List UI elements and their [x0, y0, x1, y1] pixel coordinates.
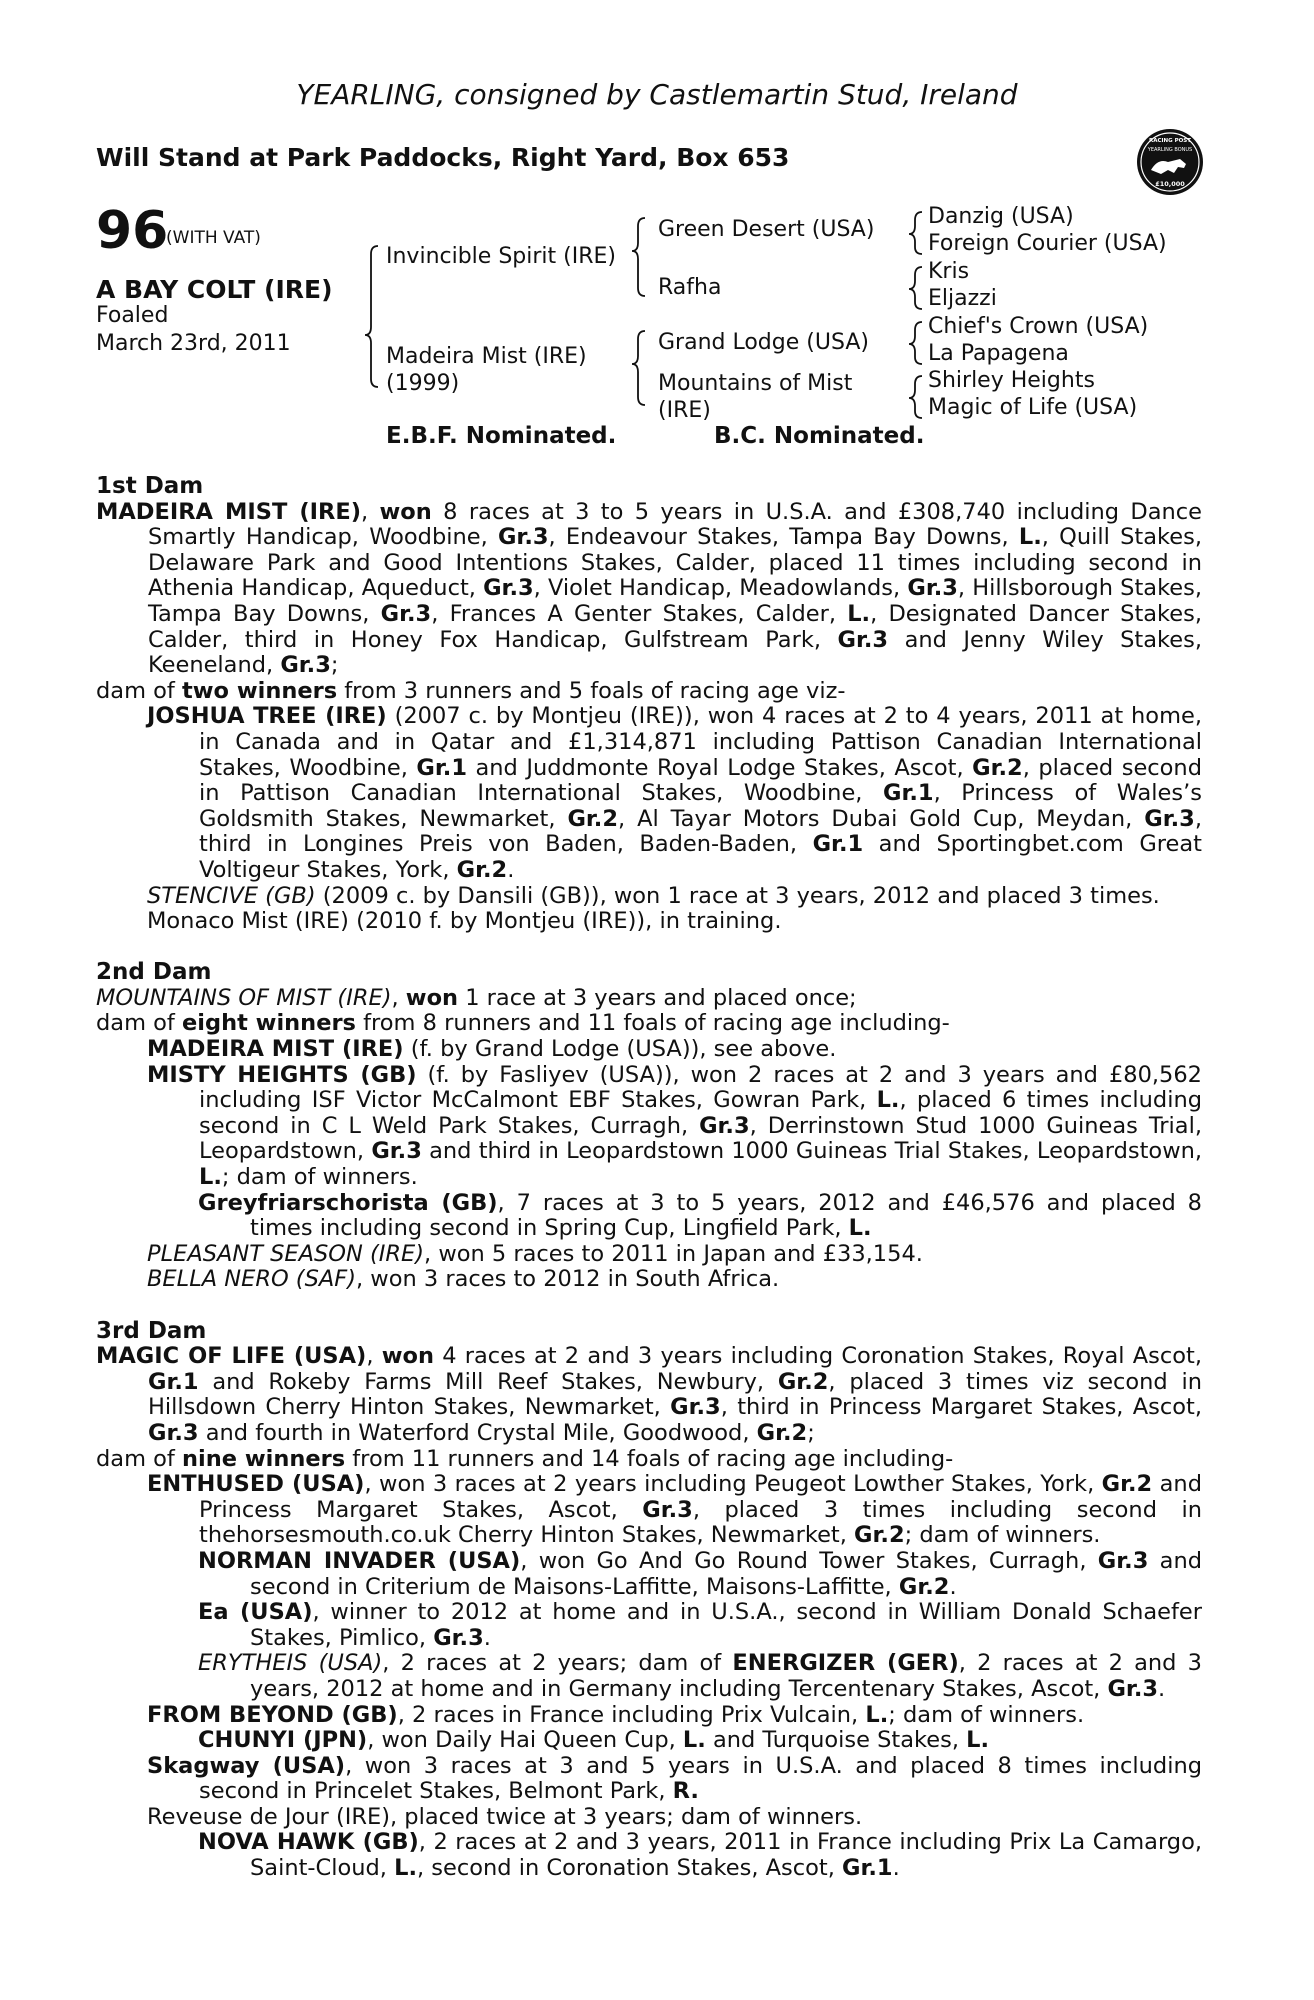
text-run: , won 5 races to 2011 in Japan and £33,154. — [424, 1240, 923, 1267]
bold-text: Gr.2 — [777, 1368, 829, 1395]
pedigree-sdd: Eljazzi — [928, 286, 997, 311]
text-run: (2009 c. by Dansili (GB)), won 1 race at 3 years, 2012 and placed 3 times. — [315, 882, 1160, 909]
bold-text: FROM BEYOND (GB) — [147, 1701, 398, 1728]
pedigree-sire-dam: Rafha — [658, 275, 722, 300]
text-run: , 2 races in France including Prix Vulcain, — [397, 1701, 866, 1728]
text-run: and Princess Margaret Stakes, Ascot, — [199, 1471, 1202, 1523]
text-run: , won 3 races at 3 and 5 years in U.S.A. and placed 8 times including second in Princelet Stakes, Belmont Park, — [199, 1752, 1202, 1805]
page-title: YEARLING, consigned by Castlemartin Stud, Ireland — [296, 78, 1018, 111]
text-run: dam of — [96, 1010, 182, 1037]
bold-text: Gr.3 — [371, 1138, 422, 1165]
pedigree-entry — [96, 1037, 1202, 1063]
bold-text: Gr.3 — [1144, 805, 1195, 832]
text-run: Reveuse de Jour (IRE), placed twice at 3 years; dam of winners. — [147, 1803, 863, 1830]
pedigree-sire-sire: Green Desert (USA) — [658, 217, 875, 242]
bold-text: won — [379, 498, 432, 525]
produce-summary — [96, 1447, 1202, 1473]
bold-text: Gr.1 — [883, 780, 934, 807]
pedigree-entry — [96, 704, 1202, 883]
text-run: 8 races at 3 to 5 years in U.S.A. and £308,740 including Dance Smartly Handicap, Woodbine, — [148, 498, 1202, 551]
pedigree-entry — [96, 1728, 1202, 1754]
bold-text: Gr.3 — [280, 652, 331, 679]
bold-text: NOVA HAWK (GB) — [198, 1829, 419, 1856]
bold-text: MISTY HEIGHTS (GB) — [147, 1061, 417, 1088]
text-run: ; dam of winners. — [904, 1522, 1101, 1549]
pedigree-bracket-dd — [909, 376, 922, 418]
bold-text: L. — [876, 1087, 900, 1114]
bold-text: Gr.1 — [812, 831, 864, 858]
text-run: , Designated Dancer Stakes, Calder, third in Honey Fox Handicap, Gulfstream Park, — [148, 600, 1203, 653]
bold-text: nine winners — [181, 1445, 346, 1472]
bold-text: Ea (USA) — [198, 1599, 313, 1626]
family-record — [96, 474, 1202, 1882]
badge-mid-text: YEARLING BONUS — [1147, 147, 1193, 153]
pedigree-entry — [96, 1267, 1202, 1293]
pedigree-sds: Kris — [928, 259, 970, 284]
foaled-label: Foaled — [96, 303, 169, 328]
text-run: 1 race at 3 years and placed once; — [458, 984, 857, 1011]
bold-text: eight winners — [181, 1010, 356, 1037]
bold-text: Gr.3 — [837, 626, 889, 653]
bold-text: Skagway (USA) — [147, 1752, 346, 1779]
text-run: . — [483, 1624, 491, 1651]
section-heading: 3rd Dam — [96, 1317, 207, 1344]
section-heading: 2nd Dam — [96, 959, 212, 986]
text-run: 4 races at 2 and 3 years including Coronation Stakes, Royal Ascot, — [433, 1343, 1202, 1370]
text-run: ; — [807, 1419, 815, 1446]
produce-summary — [96, 679, 1202, 705]
text-run: . — [1158, 1675, 1166, 1702]
text-run: from 8 runners and 11 foals of racing age including- — [355, 1010, 950, 1037]
bold-text: Gr.3 — [1107, 1675, 1159, 1702]
text-run: , placed 6 times including second in C L Weld Park Stakes, Curragh, — [199, 1087, 1202, 1139]
lot-name: A BAY COLT (IRE) — [96, 275, 333, 304]
pedigree-entry — [96, 1472, 1202, 1549]
text-run: , won Go And Go Round Tower Stakes, Curragh, — [520, 1547, 1098, 1574]
stand-location: Will Stand at Park Paddocks, Right Yard, Box 653 — [96, 143, 790, 172]
text-run: (f. by Fasliyev (USA)), won 2 races at 2 and 3 years and £80,562 including ISF Victor McCalmont EBF Stakes, Gowran Park, — [199, 1061, 1202, 1114]
bold-text: Gr.3 — [497, 524, 549, 551]
pedigree-dam-dam: Mountains of Mist — [658, 371, 853, 396]
text-run: dam of — [96, 1445, 182, 1472]
bold-text: Gr.3 — [642, 1496, 693, 1523]
text-run: , 2 races at 2 and 3 years, 2011 in France including Prix La Camargo, Saint-Cloud, — [250, 1829, 1202, 1882]
text-run: , Frances A Genter Stakes, Calder, — [431, 600, 848, 627]
text-run: , Quill Stakes, Delaware Park and Good Intentions Stakes, Calder, placed 11 times including second in Athenia Handicap, Aqueduct, — [148, 524, 1202, 602]
text-run: , placed second in Pattison Canadian International Stakes, Woodbine, — [199, 754, 1202, 807]
produce-summary — [96, 1011, 1202, 1037]
text-run: , 7 races at 3 to 5 years, 2012 and £46,576 and placed 8 times including second in Spring Cup, Lingfield Park, — [250, 1189, 1202, 1242]
text-run: , Hillsborough Stakes, Tampa Bay Downs, — [148, 575, 1203, 627]
pedigree-entry — [96, 986, 1202, 1012]
bold-text: L. — [848, 1215, 872, 1242]
text-run: dam of — [96, 677, 182, 704]
bold-text: L. — [966, 1727, 990, 1754]
pedigree-entry — [96, 1830, 1202, 1881]
bold-text: Gr.3 — [907, 575, 958, 602]
pedigree-ssd: Foreign Courier (USA) — [928, 231, 1167, 256]
bold-text: ENERGIZER (GER) — [732, 1650, 959, 1677]
bold-text: ENTHUSED (USA) — [147, 1471, 365, 1498]
text-run: , 2 races at 2 and 3 years, 2012 at home and in Germany including Tercentenary Stakes, Ascot, — [250, 1650, 1202, 1702]
pedigree-entry — [96, 1191, 1202, 1242]
text-run: and Juddmonte Royal Lodge Stakes, Ascot, — [466, 754, 973, 781]
pedigree-bracket-ds — [909, 322, 922, 364]
section-heading: 1st Dam — [96, 473, 204, 499]
lot-number: 96 — [96, 201, 169, 261]
text-run: and Rokeby Farms Mill Reef Stakes, Newbury, — [198, 1368, 778, 1395]
bold-text: Gr.3 — [699, 1112, 750, 1139]
bold-text: Gr.1 — [148, 1368, 199, 1395]
bold-text: Gr.1 — [842, 1855, 893, 1882]
bold-text: Gr.2 — [972, 754, 1023, 781]
text-run: and Turquoise Stakes, — [705, 1727, 967, 1754]
pedigree-entry — [96, 884, 1202, 910]
text-run: , Derrinstown Stud 1000 Guineas Trial, Leopardstown, — [199, 1112, 1202, 1165]
bold-text: NORMAN INVADER (USA) — [198, 1547, 521, 1574]
text-run: ; dam of winners. — [221, 1164, 418, 1191]
pedigree-entry — [96, 1703, 1202, 1729]
bold-text: Gr.2 — [456, 856, 508, 883]
text-run: and fourth in Waterford Crystal Mile, Goodwood, — [198, 1419, 757, 1446]
bold-text: Gr.3 — [483, 575, 534, 602]
text-run: Monaco Mist (IRE) (2010 f. by Montjeu (IRE)), in training. — [147, 908, 782, 935]
text-run: , placed 3 times viz second in Hillsdown Cherry Hinton Stakes, Newmarket, — [148, 1368, 1202, 1421]
bold-text: Gr.1 — [416, 754, 467, 781]
bold-text: won — [405, 984, 459, 1011]
badge-bottom-text: £10,000 — [1155, 180, 1185, 188]
text-run: , won 3 races to 2012 in South Africa. — [355, 1266, 780, 1293]
bold-text: MADEIRA MIST (IRE) — [96, 498, 361, 525]
pedigree-entry — [96, 1344, 1202, 1446]
text-run: from 11 runners and 14 foals of racing age including- — [345, 1445, 954, 1472]
pedigree-entry — [96, 909, 1202, 935]
italic-text: STENCIVE (GB) — [147, 882, 316, 909]
text-run: ; — [330, 652, 339, 679]
pedigree-entry — [96, 500, 1202, 679]
italic-text: ERYTHEIS (USA) — [198, 1650, 383, 1677]
bold-text: Greyfriarschorista (GB) — [198, 1189, 498, 1216]
badge-top-text: RACING POST — [1148, 138, 1192, 144]
bold-text: MADEIRA MIST (IRE) — [147, 1036, 404, 1063]
pedigree-ddd: Magic of Life (USA) — [928, 395, 1138, 420]
section-spacer — [96, 935, 1202, 961]
text-run: , Princess of Wales’s Goldsmith Stakes, Newmarket, — [199, 780, 1202, 832]
bold-text: won — [381, 1343, 434, 1370]
text-run: , won Daily Hai Queen Cup, — [367, 1727, 683, 1754]
pedigree-entry — [96, 1651, 1202, 1702]
text-run: from 3 runners and 5 foals of racing age viz- — [337, 677, 846, 704]
italic-text: BELLA NERO (SAF) — [147, 1266, 356, 1293]
text-run: , 2 races at 2 years; dam of — [382, 1650, 733, 1677]
pedigree-bracket-dam — [632, 331, 645, 405]
text-run: and Sportingbet.com Great Voltigeur Stakes, York, — [199, 831, 1203, 883]
bold-text: MAGIC OF LIFE (USA) — [96, 1343, 367, 1370]
pedigree-sire: Invincible Spirit (IRE) — [386, 244, 616, 269]
pedigree-dam-sire: Grand Lodge (USA) — [658, 330, 869, 355]
text-run: and second in Criterium de Maisons-Laffitte, Maisons-Laffitte, — [250, 1547, 1203, 1600]
bold-text: Gr.3 — [670, 1394, 721, 1421]
pedigree-bracket-ss — [909, 212, 922, 254]
pedigree-bracket-sd — [909, 267, 922, 309]
bold-text: Gr.3 — [433, 1624, 484, 1651]
text-run: (f. by Grand Lodge (USA)), see above. — [403, 1036, 837, 1063]
bold-text: Gr.2 — [854, 1522, 905, 1549]
pedigree-dss: Chief's Crown (USA) — [928, 314, 1149, 339]
text-run: and Jenny Wiley Stakes, Keeneland, — [148, 626, 1202, 679]
text-run: , winner to 2012 at home and in U.S.A., second in William Donald Schaefer Stakes, Pimlico, — [250, 1599, 1202, 1651]
bold-text: L. — [1018, 524, 1042, 551]
bold-text: L. — [394, 1855, 417, 1882]
pedigree-entry — [96, 1600, 1202, 1651]
text-run: (2007 c. by Montjeu (IRE)), won 4 races at 2 to 4 years, 2011 at home, in Canada and in Qatar and £1,314,871 including Pattison Canadian International Stakes, Woodbine, — [199, 703, 1202, 781]
bc-nomination: B.C. Nominated. — [714, 423, 925, 449]
pedigree-dam: Madeira Mist (IRE) — [386, 344, 587, 369]
text-run: . — [507, 856, 515, 883]
bold-text: Gr.3 — [1097, 1547, 1149, 1574]
pedigree-dam-year: (1999) — [386, 371, 460, 396]
text-run: , — [391, 984, 406, 1011]
text-run: , — [361, 498, 380, 525]
pedigree-bracket-sire — [632, 218, 645, 296]
bold-text: JOSHUA TREE (IRE) — [147, 703, 387, 730]
italic-text: PLEASANT SEASON (IRE) — [147, 1240, 425, 1267]
bold-text: Gr.2 — [567, 805, 618, 832]
pedigree-sss: Danzig (USA) — [928, 204, 1074, 229]
italic-text: MOUNTAINS OF MIST (IRE) — [96, 984, 392, 1011]
vat-note: (WITH VAT) — [166, 228, 261, 248]
bold-text: Gr.2 — [1101, 1471, 1153, 1498]
bold-text: Gr.2 — [898, 1573, 950, 1600]
bold-text: Gr.3 — [380, 600, 432, 627]
bold-text: R. — [672, 1778, 699, 1805]
bold-text: L. — [199, 1164, 222, 1191]
pedigree-dsd: La Papagena — [928, 341, 1069, 366]
bold-text: Gr.3 — [148, 1419, 199, 1446]
bold-text: L. — [865, 1701, 889, 1728]
text-run: , Violet Handicap, Meadowlands, — [533, 575, 908, 602]
text-run: , third in Longines Preis von Baden, Baden-Baden, — [199, 805, 1202, 858]
pedigree-dam-dam-country: (IRE) — [658, 398, 711, 423]
text-run: . — [949, 1573, 957, 1600]
ebf-nomination: E.B.F. Nominated. — [386, 423, 617, 449]
text-run: . — [892, 1855, 900, 1882]
foaled-date: March 23rd, 2011 — [96, 331, 291, 356]
bold-text: Gr.2 — [756, 1419, 808, 1446]
text-run: and third in Leopardstown 1000 Guineas Trial Stakes, Leopardstown, — [421, 1138, 1203, 1165]
text-run: , Endeavour Stakes, Tampa Bay Downs, — [548, 524, 1019, 551]
text-run: , third in Princess Margaret Stakes, Ascot, — [720, 1394, 1202, 1421]
pedigree-entry — [96, 1805, 1202, 1831]
bold-text: CHUNYI (JPN) — [198, 1727, 368, 1754]
text-run: , Al Tayar Motors Dubai Gold Cup, Meydan, — [618, 805, 1145, 832]
bold-text: L. — [847, 600, 871, 627]
pedigree-dds: Shirley Heights — [928, 368, 1095, 393]
section-spacer — [96, 1293, 1202, 1319]
bold-text: L. — [682, 1727, 706, 1754]
text-run: , placed 3 times including second in thehorsesmouth.co.uk Cherry Hinton Stakes, Newmarket, — [199, 1496, 1203, 1549]
text-run: ; dam of winners. — [888, 1701, 1085, 1728]
pedigree-entry — [96, 1549, 1202, 1600]
pedigree-entry — [96, 1063, 1202, 1191]
pedigree-bracket-main — [365, 246, 378, 387]
text-run: , won 3 races at 2 years including Peugeot Lowther Stakes, York, — [364, 1471, 1102, 1498]
text-run: , second in Coronation Stakes, Ascot, — [417, 1855, 843, 1882]
pedigree-entry — [96, 1242, 1202, 1268]
bold-text: two winners — [181, 677, 338, 704]
pedigree-entry — [96, 1754, 1202, 1805]
text-run: , — [366, 1343, 382, 1370]
